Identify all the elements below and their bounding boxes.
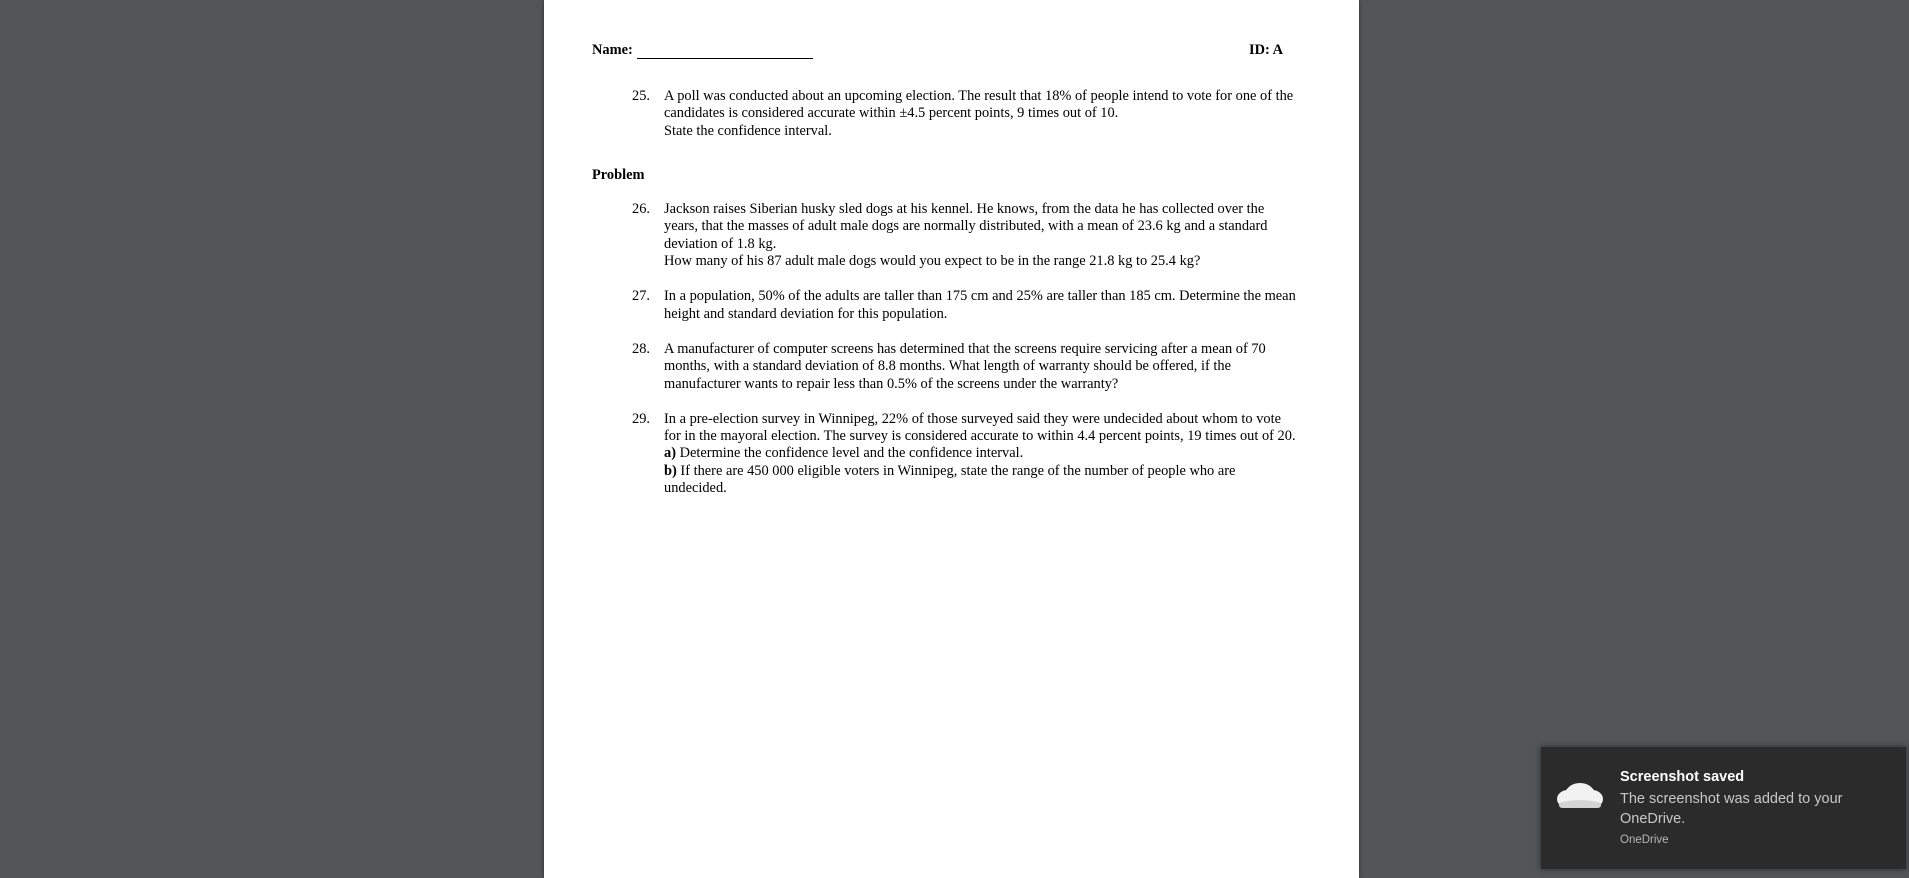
- question-text-line: A poll was conducted about an upcoming election. The result that 18% of people intend to vote for one of the: [664, 88, 1294, 104]
- question-text-line: height and standard deviation for this population.: [664, 305, 948, 322]
- part-a-text: Determine the confidence level and the confidence interval.: [679, 445, 1024, 462]
- question-part-a: [664, 445, 1312, 462]
- id-label: ID: A: [1249, 42, 1283, 58]
- question-number: 27.: [632, 288, 650, 305]
- onedrive-cloud-icon: [1555, 775, 1605, 809]
- question-number: 26.: [632, 201, 650, 218]
- question-text-line: candidates is considered accurate within ±4.5 percent points, 9 times out of 10.: [664, 105, 1119, 122]
- question-text-line: undecided.: [664, 480, 727, 497]
- question-text-line: manufacturer wants to repair less than 0.5% of the screens under the warranty?: [664, 375, 1119, 392]
- question-26: [592, 201, 1312, 270]
- question-29: [592, 411, 1312, 497]
- question-27: [592, 288, 1312, 323]
- question-text-line: State the confidence interval.: [664, 122, 832, 139]
- question-number: 28.: [632, 340, 650, 357]
- notification-body: The screenshot was added to your OneDrive.: [1620, 791, 1843, 827]
- question-25: [592, 88, 1312, 140]
- question-text-line: years, that the masses of adult male dogs are normally distributed, with a mean of 23.6 kg and a standard: [664, 218, 1268, 235]
- question-28: [592, 341, 1312, 393]
- question-text-line: A manufacturer of computer screens has determined that the screens require servicing after a mean of 70: [664, 340, 1266, 357]
- question-text-line: Jackson raises Siberian husky sled dogs at his kennel. He knows, from the data he has collected over the: [664, 201, 1265, 218]
- name-label: Name:: [592, 42, 633, 58]
- screenshot-saved-notification[interactable]: [1541, 747, 1906, 869]
- part-a-label: a): [664, 445, 676, 462]
- question-text-line: months, with a standard deviation of 8.8 months. What length of warranty should be offered, if the: [664, 358, 1231, 375]
- notification-source: OneDrive: [1620, 834, 1669, 846]
- question-text-line: In a pre-election survey in Winnipeg, 22% of those surveyed said they were undecided about whom to vote: [664, 410, 1281, 427]
- part-b-text: If there are 450 000 eligible voters in Winnipeg, state the range of the number of people who are: [680, 462, 1236, 479]
- part-b-label: b): [664, 462, 677, 479]
- question-number: 29.: [632, 410, 650, 427]
- page-content: [592, 40, 1312, 497]
- section-title-problem: Problem: [592, 166, 645, 183]
- question-text-line: In a population, 50% of the adults are taller than 175 cm and 25% are taller than 185 cm. Determine the mean: [664, 288, 1296, 305]
- name-blank-line: [637, 42, 813, 59]
- question-text-line: How many of his 87 adult male dogs would you expect to be in the range 21.8 kg to 25.4 kg?: [664, 253, 1201, 270]
- question-number: 25.: [632, 88, 650, 104]
- document-page: [544, 0, 1359, 878]
- page-header: [592, 40, 1312, 60]
- question-text-line: deviation of 1.8 kg.: [664, 235, 777, 252]
- question-part-b: [664, 463, 1312, 480]
- question-text-line: for in the mayoral election. The survey is considered accurate to within 4.4 percent points, 19 times out of 20.: [664, 428, 1296, 445]
- notification-title: Screenshot saved: [1620, 769, 1745, 785]
